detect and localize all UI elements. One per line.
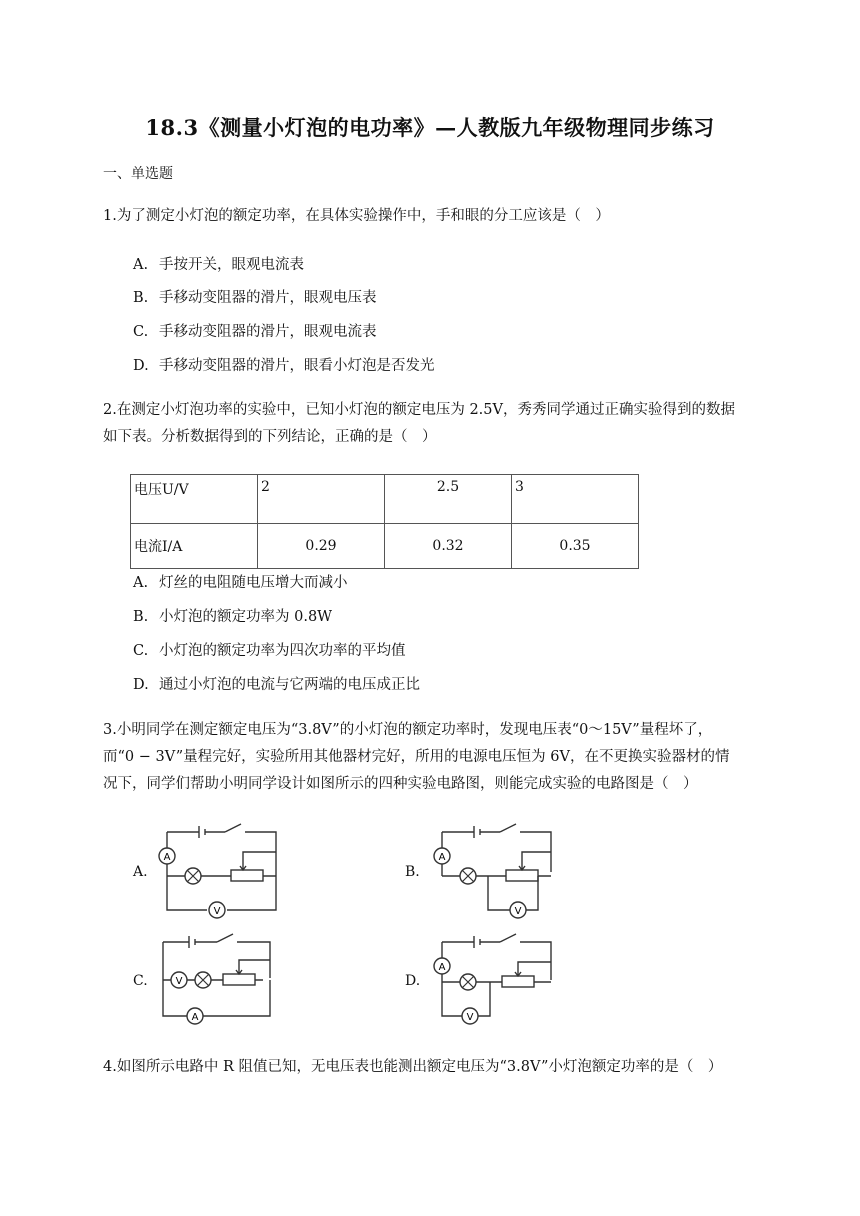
- question-1-stem: 1.为了测定小灯泡的额定功率，在具体实验操作中，手和眼的分工应该是（ ）: [103, 208, 610, 224]
- circuit-c-label: C.: [133, 973, 148, 989]
- circuit-c-diagram: [155, 930, 285, 1030]
- q2-option-c: C. 小灯泡的额定功率为四次功率的平均值: [133, 643, 406, 659]
- table-cell-voltage-label: 电压U/V: [131, 475, 258, 524]
- question-3-line2: 而“0 − 3V”量程完好，实验所用其他器材完好，所用的电源电压恒为 6V，在不更换实验器材的情: [103, 749, 730, 765]
- table-cell: 2: [258, 475, 385, 524]
- ammeter-label: A: [191, 1012, 199, 1023]
- circuit-d-diagram: [430, 930, 560, 1030]
- table-cell-current-label: 电流I/A: [131, 524, 258, 569]
- question-3-line3: 况下，同学们帮助小明同学设计如图所示的四种实验电路图，则能完成实验的电路图是（ ）: [103, 776, 698, 792]
- table-cell: 0.29: [258, 524, 385, 569]
- table-cell: 0.35: [512, 524, 639, 569]
- data-table: [130, 474, 639, 569]
- q2-option-b: B. 小灯泡的额定功率为 0.8W: [133, 609, 333, 625]
- ammeter-label: A: [163, 852, 171, 863]
- q1-option-a: A. 手按开关，眼观电流表: [133, 257, 304, 273]
- question-4-stem: 4.如图所示电路中 R 阻值已知，无电压表也能测出额定电压为“3.8V”小灯泡额定功率的是（ ）: [103, 1059, 723, 1075]
- voltmeter-label: V: [466, 1012, 474, 1023]
- section-heading: 一、单选题: [103, 166, 173, 182]
- page-title: 18.3《测量小灯泡的电功率》—人教版九年级物理同步练习: [145, 115, 715, 140]
- circuit-b-label: B.: [405, 864, 420, 880]
- q2-option-d: D. 通过小灯泡的电流与它两端的电压成正比: [133, 677, 420, 693]
- question-2-stem-line1: 2.在测定小灯泡功率的实验中，已知小灯泡的额定电压为 2.5V，秀秀同学通过正确实验得到的数据: [103, 402, 735, 418]
- question-3-line1: 3.小明同学在测定额定电压为“3.8V”的小灯泡的额定功率时，发现电压表“0～15V”量程坏了，: [103, 722, 713, 738]
- table-cell: 0.32: [385, 524, 512, 569]
- table-row: [131, 475, 639, 524]
- voltmeter-label: V: [175, 976, 183, 987]
- table-row: [131, 524, 639, 569]
- q1-option-b: B. 手移动变阻器的滑片，眼观电压表: [133, 290, 377, 306]
- q2-option-a: A. 灯丝的电阻随电压增大而减小: [133, 575, 348, 591]
- voltmeter-label: V: [514, 906, 522, 917]
- voltmeter-label: V: [213, 906, 221, 917]
- circuit-b-diagram: [430, 822, 560, 922]
- q1-option-c: C. 手移动变阻器的滑片，眼观电流表: [133, 324, 377, 340]
- table-cell: 2.5: [385, 475, 512, 524]
- circuit-a-diagram: [155, 822, 285, 922]
- circuit-d-label: D.: [405, 973, 421, 989]
- q1-option-d: D. 手移动变阻器的滑片，眼看小灯泡是否发光: [133, 358, 435, 374]
- ammeter-label: A: [438, 962, 446, 973]
- ammeter-label: A: [438, 852, 446, 863]
- table-cell: 3: [512, 475, 639, 524]
- circuit-a-label: A.: [133, 864, 148, 880]
- question-2-stem-line2: 如下表。分析数据得到的下列结论，正确的是（ ）: [103, 429, 437, 445]
